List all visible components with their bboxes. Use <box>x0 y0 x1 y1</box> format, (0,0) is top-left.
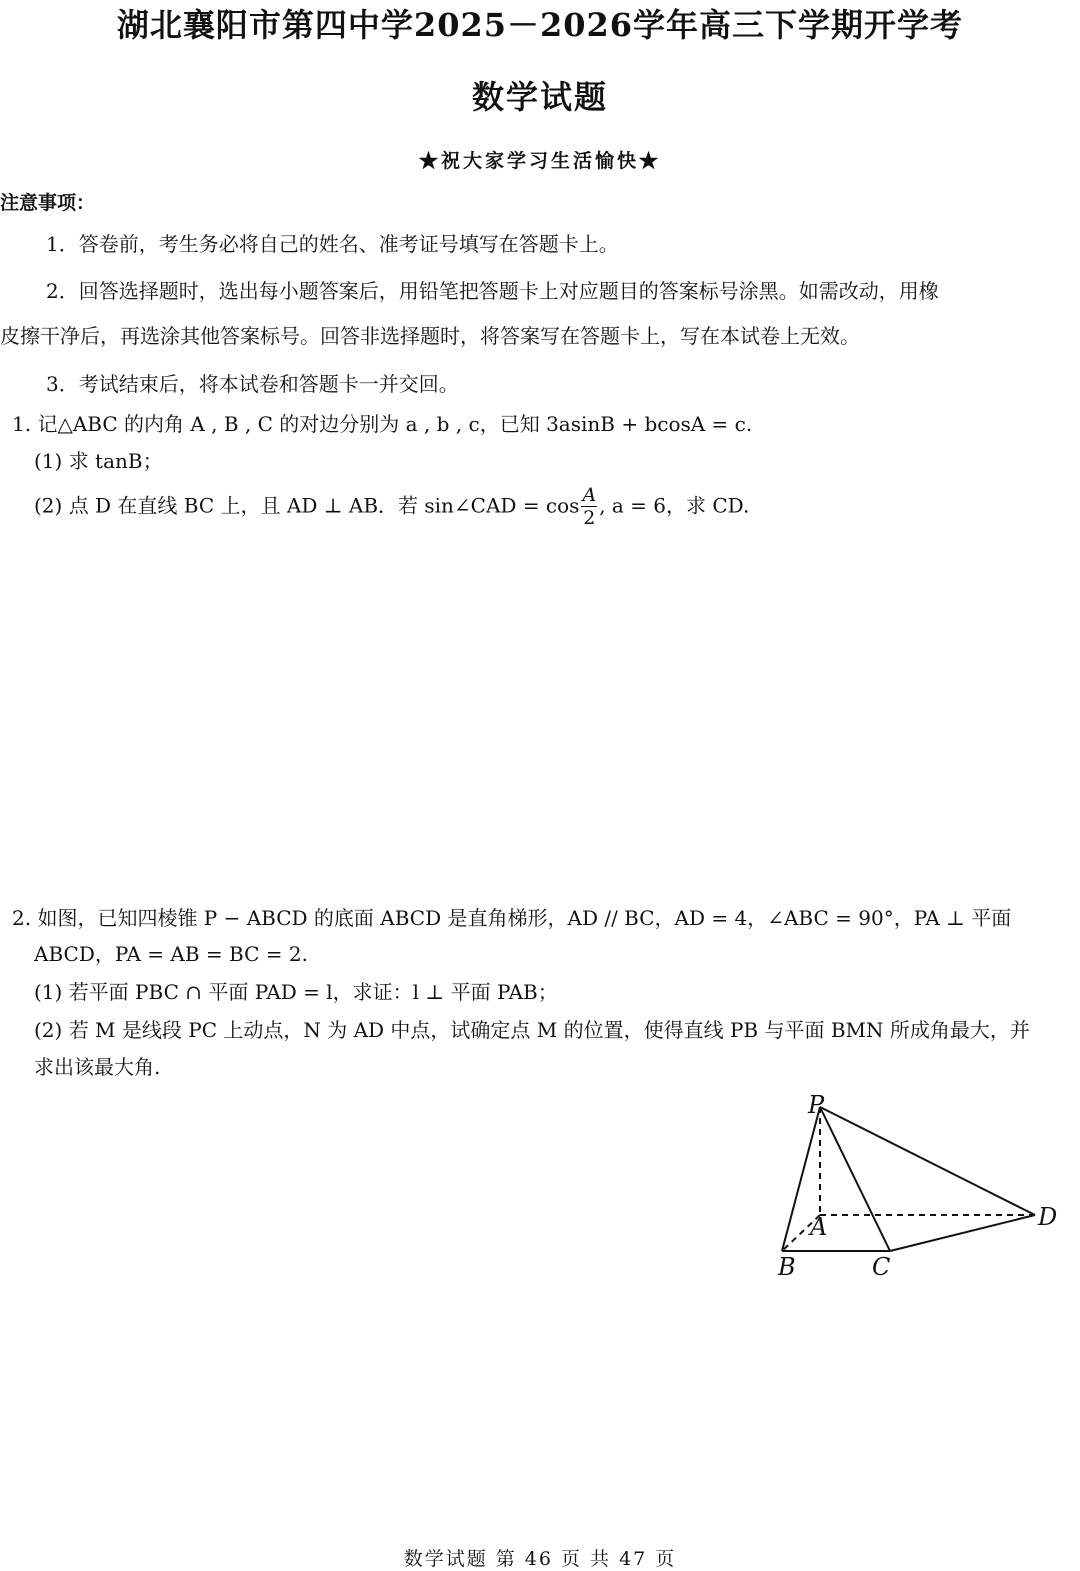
question-2-line-2: ABCD，PA = AB = BC = 2. <box>34 942 308 966</box>
edge-CD <box>890 1215 1035 1251</box>
fraction-denominator: 2 <box>583 507 596 529</box>
notice-heading: 注意事项： <box>0 192 96 214</box>
label-A: A <box>810 1213 828 1241</box>
question-2-part-1: (1) 若平面 PBC ∩ 平面 PAD = l，求证：l ⊥ 平面 PAB； <box>34 980 558 1004</box>
label-C: C <box>872 1253 891 1281</box>
pyramid-figure <box>760 1085 1070 1285</box>
page-footer: 数学试题 第 46 页 共 47 页 <box>403 1548 677 1570</box>
question-2-part-2-cont: 求出该最大角. <box>34 1055 161 1079</box>
question-1-part-1: (1) 求 tanB； <box>34 449 163 473</box>
document-subtitle: 数学试题 <box>471 78 608 116</box>
notice-item-3: 3．考试结束后，将本试卷和答题卡一并交回。 <box>46 372 459 396</box>
question-2-part-2: (2) 若 M 是线段 PC 上动点，N 为 AD 中点，试确定点 M 的位置，使得直线 PB 与平面 BMN 所成角最大，并 <box>34 1018 1030 1042</box>
notice-item-2: 2．回答选择题时，选出每小题答案后，用铅笔把答题卡上对应题目的答案标号涂黑。如需改动，用橡 <box>46 279 939 303</box>
fraction-numerator: A <box>582 484 597 506</box>
label-B: B <box>778 1253 796 1281</box>
question-1-part-2-text-b: , a = 6，求 CD. <box>599 493 750 518</box>
notice-item-1: 1．答卷前，考生务必将自己的姓名、准考证号填写在答题卡上。 <box>46 232 619 256</box>
question-1-part-2 <box>34 486 749 528</box>
edge-PC <box>820 1107 890 1251</box>
question-2-line-1: 2. 如图，已知四棱锥 P − ABCD 的底面 ABCD 是直角梯形，AD // BC，AD = 4，∠ABC = 90°，PA ⊥ 平面 <box>12 906 1012 930</box>
edge-PD <box>820 1107 1035 1215</box>
fraction-a-over-2 <box>581 486 597 528</box>
motto: ★祝大家学习生活愉快★ <box>418 150 661 172</box>
label-D: D <box>1038 1203 1058 1231</box>
document-title: 湖北襄阳市第四中学2025－2026学年高三下学期开学考 <box>116 6 964 44</box>
notice-item-2-cont: 皮擦干净后，再选涂其他答案标号。回答非选择题时，将答案写在答题卡上，写在本试卷上无效。 <box>0 324 860 348</box>
question-1-stem: 1. 记△ABC 的内角 A , B , C 的对边分别为 a , b , c，已知 3asinB + bcosA = c. <box>12 412 753 436</box>
label-P: P <box>808 1091 825 1119</box>
question-1-part-2-text-a: (2) 点 D 在直线 BC 上，且 AD ⊥ AB．若 sin∠CAD = cos <box>34 493 580 518</box>
